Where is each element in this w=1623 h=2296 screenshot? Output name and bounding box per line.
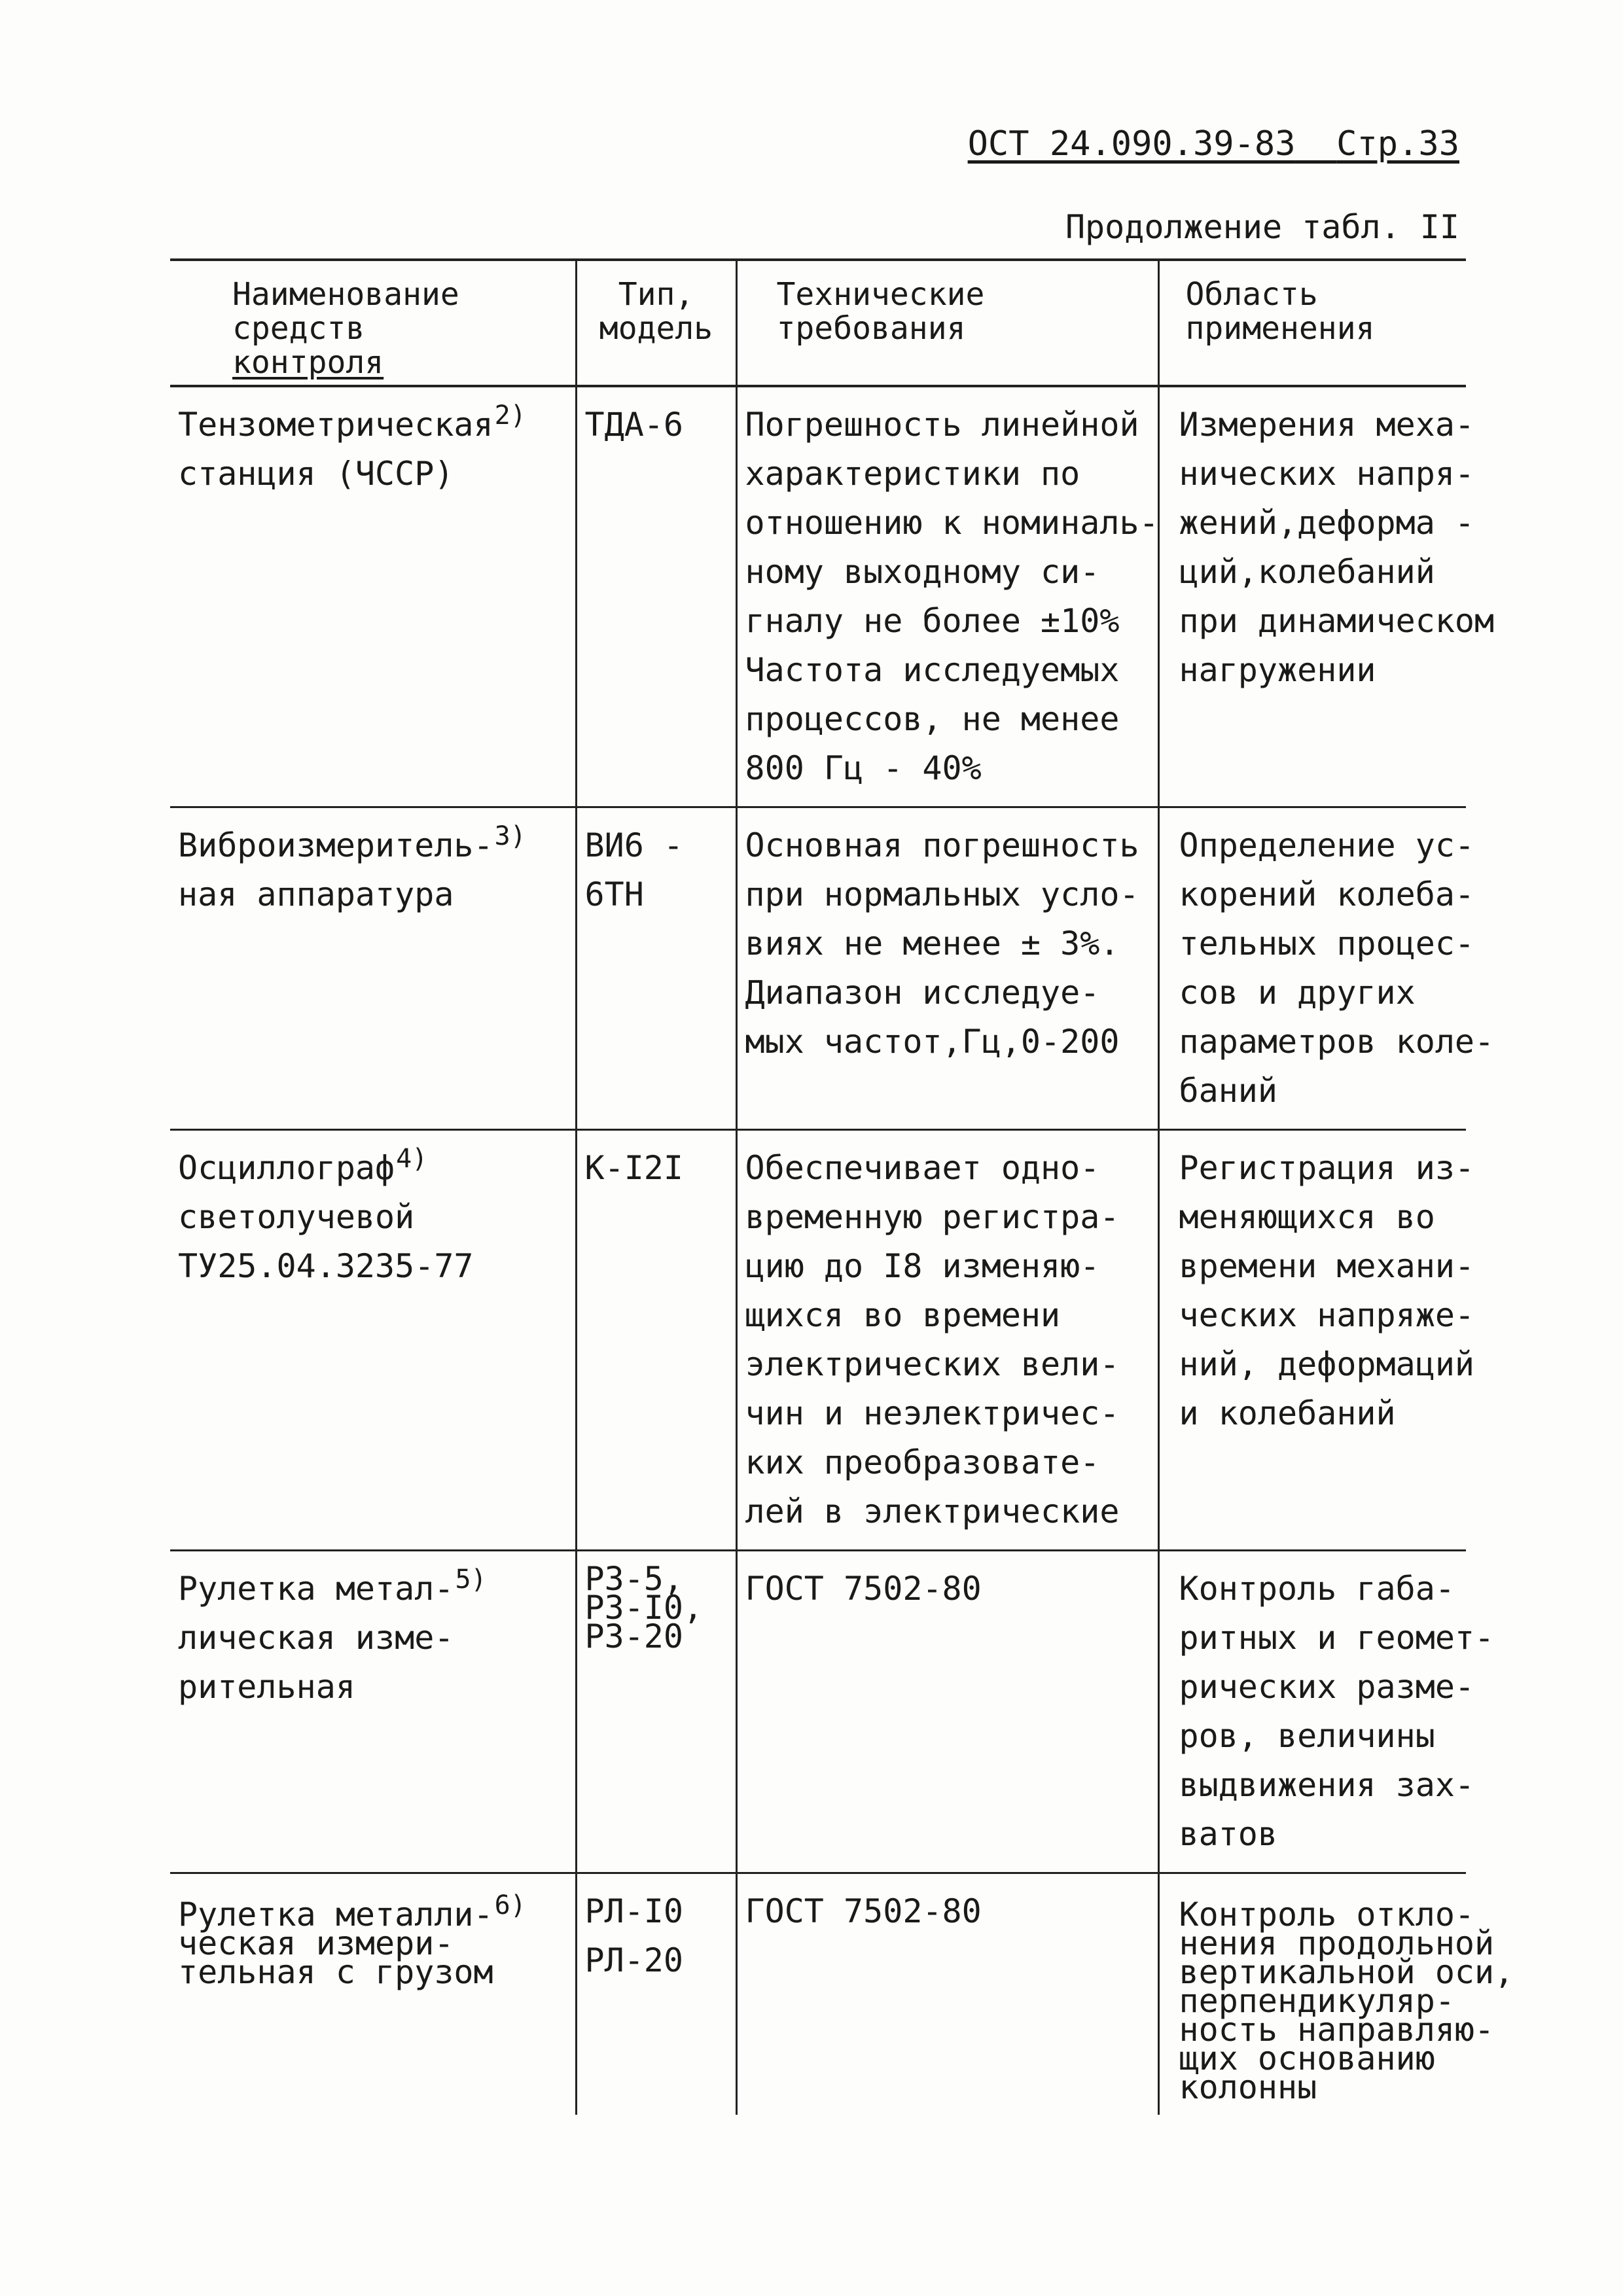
cell-model	[576, 1551, 736, 1873]
cell-line: ному выходному си-	[745, 553, 1100, 591]
cell-application	[1158, 1130, 1475, 1551]
header-line: контроля	[232, 344, 384, 381]
cell-line: параметров коле-	[1179, 1023, 1495, 1061]
footnote-marker: 2)	[494, 400, 526, 431]
cell-line: Определение ус-	[1179, 826, 1475, 864]
cell-line: Тензометрическая$^{2)}$	[178, 400, 526, 444]
table-row	[170, 1551, 1466, 1873]
page-number: Стр.33	[1336, 124, 1459, 164]
cell-line: щих основанию	[1179, 2040, 1435, 2077]
cell-line: Контроль габа-	[1179, 1570, 1455, 1608]
table-continuation-label: Продолжение табл. II	[1065, 208, 1459, 246]
cell-name	[170, 1130, 576, 1551]
cell-requirements	[736, 1873, 1158, 2115]
column-header-application	[1158, 260, 1466, 386]
cell-line: времени механи-	[1179, 1247, 1475, 1285]
cell-model	[576, 807, 736, 1130]
cell-line: тельная с грузом	[178, 1953, 493, 1991]
header-line: требования	[776, 310, 966, 347]
cell-line: характеристики по	[745, 455, 1080, 493]
cell-line: ная аппаратура	[178, 875, 454, 913]
cell-line: корений колеба-	[1179, 875, 1475, 913]
header-line: Тип,	[618, 276, 694, 313]
cell-line: ГОСТ 7502-80	[745, 1570, 982, 1608]
cell-line: цию до I8 изменяю-	[745, 1247, 1100, 1285]
cell-line: Осциллограф$^{4)}$	[178, 1144, 428, 1187]
cell-line: щихся во времени	[745, 1296, 1061, 1334]
cell-line: при динамическом	[1179, 602, 1495, 640]
cell-line: нения продольной	[1179, 1924, 1495, 1962]
column-header-requirements	[736, 260, 1158, 386]
cell-requirements	[736, 1130, 1158, 1551]
cell-line: ческих напряже-	[1179, 1296, 1475, 1334]
cell-line: гналу не более ±10%	[745, 602, 1120, 640]
cell-line: Регистрация из-	[1179, 1149, 1475, 1187]
cell-line: светолучевой	[178, 1198, 415, 1236]
cell-name	[170, 1551, 576, 1873]
cell-line: чин и неэлектричес-	[745, 1394, 1120, 1432]
column-header-model	[576, 260, 736, 386]
cell-line: Диапазон исследуе-	[745, 974, 1100, 1012]
cell-line: процессов, не менее	[745, 700, 1120, 738]
header-line: Наименование	[232, 276, 459, 313]
cell-line: колонны	[1179, 2068, 1317, 2106]
document-header	[968, 124, 1459, 164]
document-code: ОСТ 24.090.39-83	[967, 124, 1296, 164]
cell-line: ритных и геомет-	[1179, 1619, 1495, 1657]
cell-model	[576, 1130, 736, 1551]
cell-line: Рулетка метал-$^{5)}$	[178, 1564, 487, 1608]
cell-line: ВИ6 -	[584, 826, 684, 864]
cell-line: при нормальных усло-	[745, 875, 1139, 913]
cell-line: рических разме-	[1179, 1668, 1475, 1706]
cell-requirements	[736, 807, 1158, 1130]
header-line: модель	[599, 310, 713, 347]
cell-line: станция (ЧССР)	[178, 455, 454, 493]
table-row	[170, 807, 1466, 1130]
cell-line: лей в электрические	[745, 1492, 1120, 1530]
cell-requirements	[736, 386, 1158, 807]
cell-application	[1158, 386, 1495, 807]
cell-line: РЗ-I0,	[584, 1589, 704, 1627]
table-row	[170, 1873, 1466, 2115]
cell-name	[170, 1873, 576, 2115]
cell-requirements	[736, 1551, 1158, 1873]
cell-line: РЛ-I0	[584, 1892, 684, 1930]
cell-line: ров, величины	[1179, 1717, 1435, 1755]
cell-line: Частота исследуемых	[745, 651, 1120, 689]
cell-line: меняющихся во	[1179, 1198, 1435, 1236]
cell-line: перпендикуляр-	[1179, 1982, 1455, 2020]
cell-line: К-I2I	[584, 1149, 684, 1187]
cell-line: 800 Гц - 40%	[745, 749, 982, 787]
cell-line: электрических вели-	[745, 1345, 1120, 1383]
header-line: средств	[232, 310, 365, 347]
cell-line: 6ТН	[584, 875, 644, 913]
cell-line: РЛ-20	[584, 1941, 684, 1979]
cell-line: Рулетка металли-$^{6)}$	[178, 1890, 526, 1934]
cell-model	[576, 386, 736, 807]
table-row	[170, 1130, 1466, 1551]
column-header-name	[170, 260, 576, 386]
cell-line: ТУ25.04.3235-77	[178, 1247, 474, 1285]
cell-line: Контроль откло-	[1179, 1896, 1475, 1934]
header-line: применения	[1185, 310, 1375, 347]
header-line: Область	[1185, 276, 1318, 313]
cell-line: нагружении	[1179, 651, 1376, 689]
cell-line: вертикальной оси,	[1179, 1953, 1514, 1991]
cell-model	[576, 1873, 736, 2115]
cell-line: виях не менее ± 3%.	[745, 925, 1120, 963]
cell-line: баний	[1179, 1072, 1278, 1110]
cell-line: тельных процес-	[1179, 925, 1475, 963]
header-line: Технические	[776, 276, 985, 313]
cell-line: лическая изме-	[178, 1619, 454, 1657]
cell-line: ность направляю-	[1179, 2011, 1495, 2049]
cell-line: Обеспечивает одно-	[745, 1149, 1100, 1187]
cell-line: РЗ-20	[584, 1617, 684, 1655]
cell-line: рительная	[178, 1668, 355, 1706]
footnote-marker: 6)	[494, 1890, 526, 1921]
cell-name	[170, 807, 576, 1130]
footnote-marker: 5)	[455, 1564, 487, 1595]
table-row	[170, 386, 1466, 807]
cell-name	[170, 386, 576, 807]
cell-line: жений,деформа -	[1179, 504, 1475, 542]
cell-line: нических напря-	[1179, 455, 1475, 493]
cell-line: ГОСТ 7502-80	[745, 1892, 982, 1930]
cell-line: ТДА-6	[584, 406, 684, 444]
cell-application	[1158, 807, 1495, 1130]
cell-line: Основная погрешность	[745, 826, 1139, 864]
table-body	[170, 386, 1514, 2115]
cell-line: мых частот,Гц,0-200	[745, 1023, 1120, 1061]
cell-line: ний, деформаций	[1179, 1345, 1475, 1383]
cell-line: РЗ-5,	[584, 1560, 684, 1598]
cell-line: Виброизмеритель-$^{3)}$	[178, 821, 526, 864]
table-header-row	[170, 260, 1466, 386]
cell-line: временную регистра-	[745, 1198, 1120, 1236]
cell-line: и колебаний	[1179, 1394, 1396, 1432]
cell-line: ческая измери-	[178, 1924, 454, 1962]
cell-line: отношению к номиналь-	[745, 504, 1159, 542]
cell-line: выдвижения зах-	[1179, 1766, 1475, 1804]
cell-line: Измерения меха-	[1179, 406, 1475, 444]
cell-application	[1158, 1551, 1495, 1873]
footnote-marker: 3)	[494, 821, 526, 852]
cell-line: ких преобразовате-	[745, 1443, 1100, 1481]
cell-line: Погрешность линейной	[745, 406, 1139, 444]
cell-line: сов и других	[1179, 974, 1416, 1012]
control-means-table	[170, 258, 1514, 2115]
footnote-marker: 4)	[396, 1144, 428, 1174]
cell-line: ций,колебаний	[1179, 553, 1435, 591]
cell-application	[1158, 1873, 1514, 2115]
cell-line: ватов	[1179, 1815, 1278, 1853]
